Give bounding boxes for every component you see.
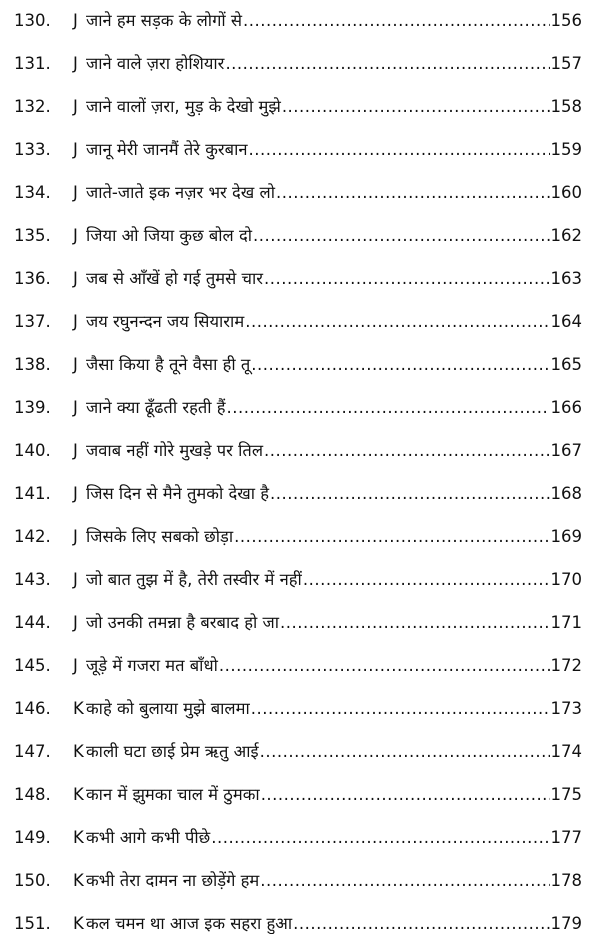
entry-number: 134. (14, 183, 51, 202)
entry-title: जिया ओ जिया कुछ बोल दो (86, 226, 252, 245)
entry-letter: J (73, 355, 78, 374)
toc-entry (0, 134, 600, 164)
toc-entry (0, 521, 600, 551)
toc-entry (0, 736, 600, 766)
entry-letter: J (73, 570, 78, 589)
entry-letter: K (73, 914, 84, 933)
entry-number: 130. (14, 11, 51, 30)
dot-leader (280, 613, 550, 633)
entry-page: 156 (550, 11, 582, 30)
entry-title: जवाब नहीं गोरे मुखड़े पर तिल (86, 441, 264, 460)
entry-page: 170 (550, 570, 582, 589)
entry-title: जाने वालों ज़रा, मुड़ के देखो मुझे (86, 97, 281, 116)
entry-title: जो उनकी तमन्ना है बरबाद हो जा (86, 613, 280, 632)
entry-title: जूड़े में गजरा मत बाँधो (86, 656, 218, 675)
dot-leader (251, 699, 550, 719)
entry-number: 139. (14, 398, 51, 417)
entry-page: 158 (550, 97, 582, 116)
dot-leader (243, 11, 550, 31)
entry-page: 175 (550, 785, 582, 804)
entry-letter: K (73, 828, 84, 847)
toc-entry (0, 349, 600, 379)
entry-number: 143. (14, 570, 51, 589)
dot-leader (260, 871, 550, 891)
entry-letter: J (73, 656, 78, 675)
entry-page: 173 (550, 699, 582, 718)
toc-entry (0, 607, 600, 637)
entry-number: 144. (14, 613, 51, 632)
toc-entry (0, 564, 600, 594)
entry-number: 150. (14, 871, 51, 890)
entry-number: 148. (14, 785, 51, 804)
entry-page: 171 (550, 613, 582, 632)
dot-leader (211, 828, 550, 848)
entry-page: 179 (550, 914, 582, 933)
entry-title: जिस दिन से मैने तुमको देखा है (86, 484, 270, 503)
entry-letter: J (73, 613, 78, 632)
toc-entry (0, 263, 600, 293)
entry-number: 142. (14, 527, 51, 546)
entry-page: 166 (550, 398, 582, 417)
dot-leader (276, 183, 550, 203)
toc-entry (0, 5, 600, 35)
entry-title: कल चमन था आज इक सहरा हुआ (86, 914, 293, 933)
entry-title: जाने हम सड़क के लोगों से (86, 11, 243, 30)
toc-entry (0, 650, 600, 680)
entry-page: 169 (550, 527, 582, 546)
toc-entry (0, 693, 600, 723)
dot-leader (270, 484, 550, 504)
entry-number: 131. (14, 54, 51, 73)
dot-leader (225, 54, 550, 74)
entry-page: 162 (550, 226, 582, 245)
entry-title: कभी आगे कभी पीछे (86, 828, 211, 847)
entry-title: कभी तेरा दामन ना छोड़ेंगे हम (86, 871, 260, 890)
entry-page: 159 (550, 140, 582, 159)
entry-number: 138. (14, 355, 51, 374)
entry-page: 163 (550, 269, 582, 288)
entry-number: 136. (14, 269, 51, 288)
entry-page: 168 (550, 484, 582, 503)
entry-page: 174 (550, 742, 582, 761)
entry-number: 135. (14, 226, 51, 245)
toc-entry (0, 478, 600, 508)
entry-title: जिसके लिए सबको छोड़ा (86, 527, 234, 546)
entry-letter: J (73, 97, 78, 116)
entry-letter: K (73, 871, 84, 890)
dot-leader (249, 140, 550, 160)
entry-page: 172 (550, 656, 582, 675)
dot-leader (264, 269, 550, 289)
entry-number: 147. (14, 742, 51, 761)
entry-number: 141. (14, 484, 51, 503)
dot-leader (264, 441, 550, 461)
entry-title: जय रघुनन्दन जय सियाराम (86, 312, 245, 331)
entry-page: 157 (550, 54, 582, 73)
toc-entry (0, 306, 600, 336)
entry-letter: J (73, 269, 78, 288)
toc-entry (0, 177, 600, 207)
entry-title: कान में झुमका चाल में ठुमका (86, 785, 260, 804)
entry-number: 137. (14, 312, 51, 331)
entry-letter: J (73, 484, 78, 503)
entry-page: 160 (550, 183, 582, 202)
entry-number: 132. (14, 97, 51, 116)
entry-number: 140. (14, 441, 51, 460)
entry-number: 146. (14, 699, 51, 718)
dot-leader (260, 742, 550, 762)
entry-title: जाने क्या ढूँढती रहती हैं (86, 398, 226, 417)
entry-title: काहे को बुलाया मुझे बालमा (86, 699, 250, 718)
entry-letter: J (73, 441, 78, 460)
entry-page: 178 (550, 871, 582, 890)
dot-leader (303, 570, 550, 590)
entry-title: जैसा किया है तूने वैसा ही तू (86, 355, 251, 374)
entry-letter: J (73, 398, 78, 417)
dot-leader (219, 656, 550, 676)
toc-entry (0, 48, 600, 78)
entry-letter: K (73, 785, 84, 804)
dot-leader (227, 398, 550, 418)
entry-title: जो बात तुझ में है, तेरी तस्वीर में नहीं (86, 570, 302, 589)
toc-entry (0, 220, 600, 250)
dot-leader (253, 226, 550, 246)
toc-entry (0, 435, 600, 465)
dot-leader (234, 527, 550, 547)
entry-letter: K (73, 699, 84, 718)
entry-page: 177 (550, 828, 582, 847)
entry-title: जाते-जाते इक नज़र भर देख लो (86, 183, 276, 202)
entry-page: 167 (550, 441, 582, 460)
toc-entry (0, 865, 600, 895)
entry-letter: K (73, 742, 84, 761)
entry-title: जाने वाले ज़रा होशियार (86, 54, 225, 73)
entry-letter: J (73, 183, 78, 202)
entry-letter: J (73, 527, 78, 546)
entry-letter: J (73, 140, 78, 159)
dot-leader (251, 355, 550, 375)
entry-number: 133. (14, 140, 51, 159)
toc-entry (0, 779, 600, 809)
entry-letter: J (73, 312, 78, 331)
entry-number: 145. (14, 656, 51, 675)
dot-leader (245, 312, 550, 332)
entry-page: 165 (550, 355, 582, 374)
entry-letter: J (73, 11, 78, 30)
toc-entry (0, 392, 600, 422)
entry-page: 164 (550, 312, 582, 331)
dot-leader (282, 97, 550, 117)
entry-title: काली घटा छाई प्रेम ऋतु आई (86, 742, 259, 761)
toc-entry (0, 822, 600, 852)
entry-title: जानू मेरी जानमैं तेरे कुरबान (86, 140, 248, 159)
entry-number: 149. (14, 828, 51, 847)
entry-title: जब से आँखें हो गई तुमसे चार (86, 269, 263, 288)
toc-entry (0, 91, 600, 121)
dot-leader (293, 914, 550, 934)
dot-leader (261, 785, 550, 805)
entry-letter: J (73, 54, 78, 73)
entry-letter: J (73, 226, 78, 245)
toc-entry (0, 908, 600, 938)
entry-number: 151. (14, 914, 51, 933)
